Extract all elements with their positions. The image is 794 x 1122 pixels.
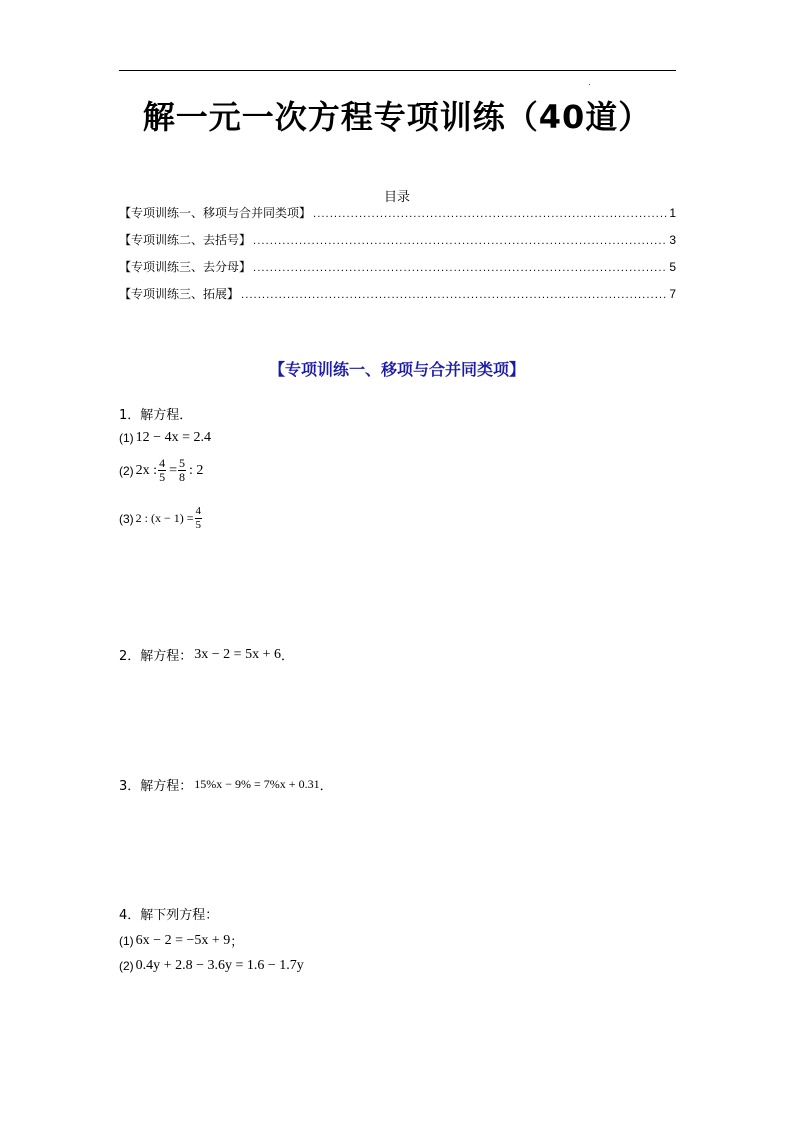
part-label: (3) bbox=[119, 511, 134, 526]
fraction-numerator: 4 bbox=[195, 505, 202, 517]
equation: 0.4y + 2.8 − 3.6y = 1.6 − 1.7y bbox=[135, 958, 304, 973]
part-label: (2) bbox=[119, 463, 134, 478]
q2-stem: 2．解方程： bbox=[119, 649, 193, 664]
q3-end: ． bbox=[319, 779, 333, 794]
toc-item-3[interactable] bbox=[119, 258, 676, 276]
toc-item-page: 3 bbox=[669, 233, 676, 247]
stray-mark bbox=[589, 84, 590, 85]
q1-stem-text: 1．解方程． bbox=[119, 408, 193, 423]
q1-part2 bbox=[119, 457, 203, 484]
toc-item-page: 1 bbox=[669, 206, 676, 220]
fraction bbox=[178, 457, 186, 484]
fraction-numerator: 5 bbox=[178, 456, 185, 470]
fraction bbox=[195, 505, 203, 532]
fraction-denominator: 5 bbox=[195, 519, 202, 531]
q4-stem-text: 4．解下列方程： bbox=[119, 908, 219, 923]
q4-part2 bbox=[119, 958, 304, 974]
document-title: 解一元一次方程专项训练（40道） bbox=[142, 98, 652, 136]
toc-item-page: 7 bbox=[669, 287, 676, 301]
part-label: (1) bbox=[119, 431, 134, 445]
q4-stem bbox=[119, 904, 218, 923]
toc-heading: 目录 bbox=[383, 190, 410, 205]
q4-part1-end: ； bbox=[230, 935, 244, 950]
toc-leader bbox=[241, 287, 667, 301]
header-rule bbox=[119, 70, 676, 71]
toc-item-2[interactable] bbox=[119, 231, 676, 249]
toc-leader bbox=[313, 206, 667, 220]
toc-item-1[interactable] bbox=[119, 204, 676, 222]
equation-lhs: 2x : bbox=[135, 462, 158, 478]
q1-stem bbox=[119, 404, 192, 423]
toc-item-label: 【专项训练三、拓展】 bbox=[119, 287, 240, 301]
equals-sign: = bbox=[169, 462, 177, 478]
q1-part3 bbox=[119, 505, 203, 532]
toc-item-page: 5 bbox=[669, 260, 676, 274]
fraction-denominator: 5 bbox=[159, 470, 166, 484]
q2-end: ． bbox=[280, 649, 294, 664]
section-heading: 【专项训练一、移项与合并同类项】 bbox=[268, 360, 525, 379]
fraction-denominator: 8 bbox=[178, 470, 185, 484]
equation-lhs: 2 : (x − 1) = bbox=[135, 511, 194, 525]
fraction bbox=[158, 457, 166, 484]
part-label: (1) bbox=[119, 933, 134, 948]
toc-item-4[interactable] bbox=[119, 285, 676, 303]
equation: 12 − 4x = 2.4 bbox=[135, 430, 211, 445]
fraction-numerator: 4 bbox=[159, 456, 166, 470]
q3-stem: 3．解方程： bbox=[119, 779, 193, 794]
equation-rhs: : 2 bbox=[188, 462, 204, 478]
equation: 3x − 2 = 5x + 6 bbox=[194, 646, 281, 662]
toc-leader bbox=[253, 260, 667, 274]
toc-item-label: 【专项训练二、去括号】 bbox=[119, 233, 252, 247]
equation: 6x − 2 = −5x + 9 bbox=[135, 932, 231, 948]
part-label: (2) bbox=[119, 959, 134, 973]
equation: 15%x − 9% = 7%x + 0.31 bbox=[194, 777, 320, 791]
q4-part1 bbox=[119, 931, 243, 950]
toc-item-label: 【专项训练一、移项与合并同类项】 bbox=[119, 206, 312, 220]
toc-item-label: 【专项训练三、去分母】 bbox=[119, 260, 252, 274]
q3 bbox=[119, 775, 333, 794]
toc-leader bbox=[253, 233, 667, 247]
q1-part1 bbox=[119, 430, 211, 446]
q2 bbox=[119, 645, 294, 664]
